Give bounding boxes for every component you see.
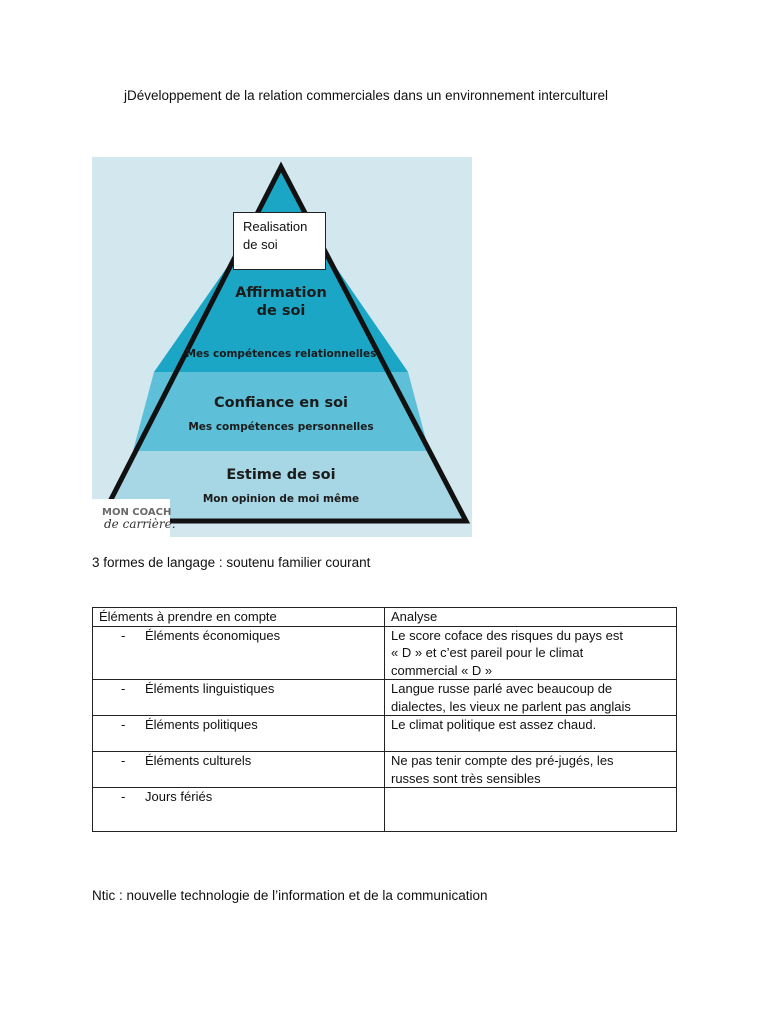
table-cell-analysis [385, 626, 677, 680]
bullet-dash: - [121, 753, 126, 768]
table-header-analysis: Analyse [385, 608, 677, 627]
analysis-table [92, 607, 677, 832]
table-row [93, 626, 677, 680]
table-header-elements: Éléments à prendre en compte [93, 608, 385, 627]
table-header-row [93, 608, 677, 627]
table-cell-analysis [385, 752, 677, 788]
analysis-line: « D » et c’est pareil pour le climat [391, 645, 584, 660]
estime-title: Estime de soi [226, 467, 336, 483]
analysis-line: commercial « D » [391, 662, 493, 678]
element-label: Éléments culturels [145, 753, 252, 768]
realisation-box [233, 212, 326, 270]
realisation-line2: de soi [243, 237, 278, 252]
bullet-dash: - [121, 789, 126, 804]
language-forms-line: 3 formes de langage : soutenu familier courant [92, 555, 371, 570]
table-cell-element [93, 626, 385, 680]
bullet-dash: - [121, 681, 126, 696]
analysis-line: Le climat politique est assez chaud. [391, 717, 597, 732]
pyramid-level-confiance [133, 372, 429, 451]
table-cell-element [93, 752, 385, 788]
table-cell-element [93, 788, 385, 832]
table-row [93, 788, 677, 832]
affirmation-title-line1: Affirmation [235, 285, 327, 301]
confiance-title: Confiance en soi [213, 395, 349, 411]
element-label: Jours fériés [145, 789, 213, 804]
table-row [93, 680, 677, 716]
table-cell-analysis [385, 788, 677, 832]
confiance-subtitle: Mes compétences personnelles [188, 421, 374, 433]
analysis-line: Langue russe parlé avec beaucoup de [391, 681, 613, 696]
logo-line2: de carrière. [104, 517, 176, 531]
element-label: Éléments politiques [145, 717, 258, 732]
logo-line1: MON COACH [102, 507, 172, 518]
table-cell-element [93, 680, 385, 716]
element-label: Éléments économiques [145, 627, 281, 643]
element-label: Éléments linguistiques [145, 681, 275, 696]
table-cell-element [93, 716, 385, 752]
document-title: jDéveloppement de la relation commerciales dans un environnement interculturel [124, 88, 609, 103]
table-row [93, 716, 677, 752]
table-row [93, 752, 677, 788]
affirmation-title-line2: de soi [256, 303, 306, 319]
table-cell-analysis [385, 716, 677, 752]
bullet-dash: - [121, 717, 126, 732]
ntic-definition: Ntic : nouvelle technologie de l’information et de la communication [92, 888, 488, 903]
pyramid-figure [92, 157, 472, 537]
affirmation-subtitle: Mes compétences relationnelles [185, 348, 377, 360]
analysis-line: Ne pas tenir compte des pré-jugés, les [391, 753, 614, 768]
table-cell-analysis [385, 680, 677, 716]
estime-subtitle: Mon opinion de moi même [202, 493, 360, 505]
analysis-line: Le score coface des risques du pays est [391, 627, 623, 643]
bullet-dash: - [121, 627, 126, 643]
analysis-line: russes sont très sensibles [391, 770, 541, 786]
realisation-line1: Realisation [243, 219, 308, 234]
analysis-line: dialectes, les vieux ne parlent pas anglais [391, 698, 631, 714]
